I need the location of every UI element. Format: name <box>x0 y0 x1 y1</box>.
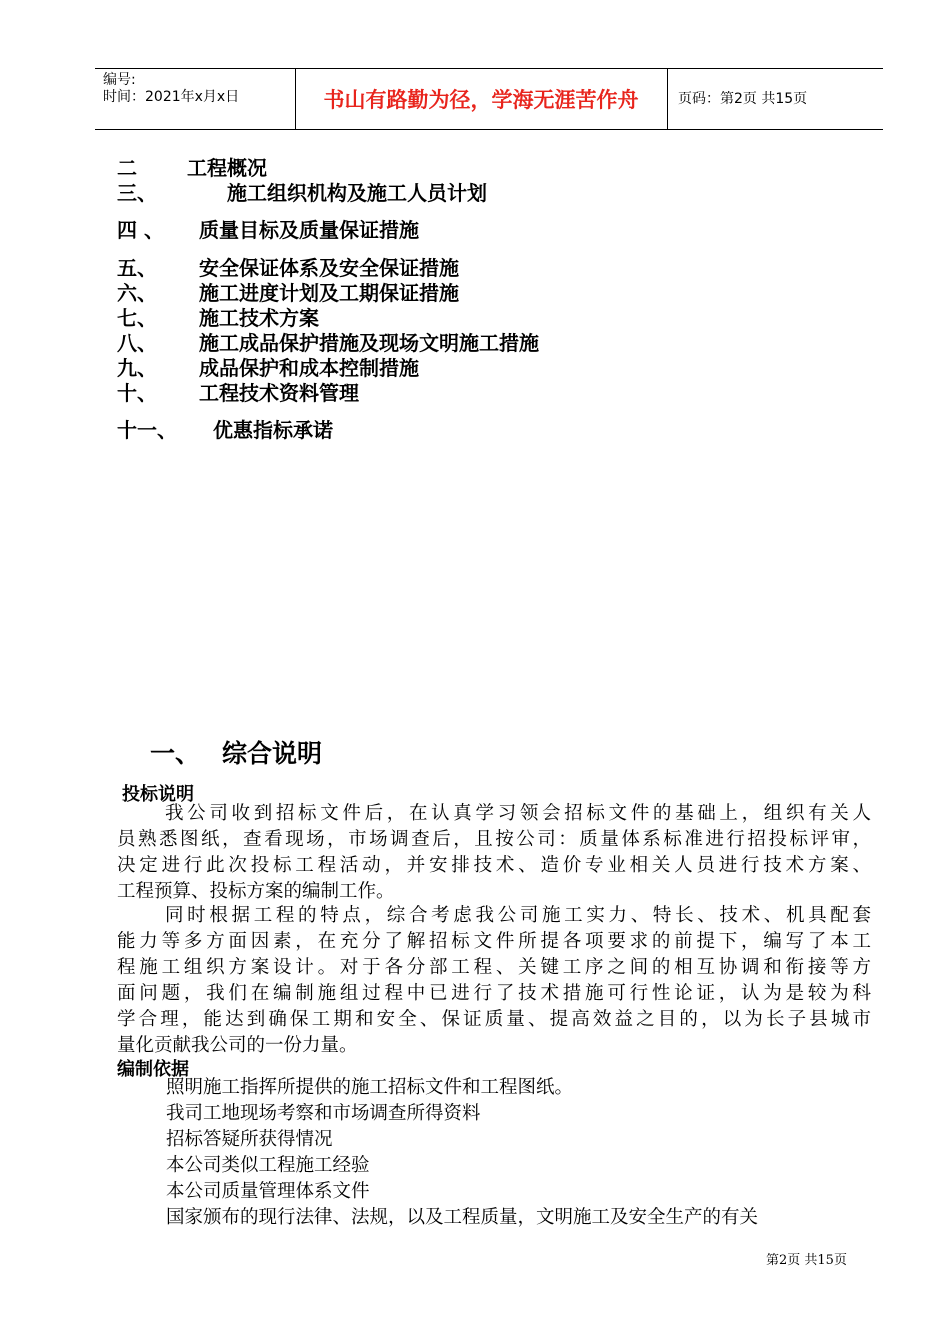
toc-number: 二 <box>117 156 137 180</box>
bid-paragraph-2 <box>117 903 871 1059</box>
header-motto: 书山有路勤为径，学海无涯苦作舟 <box>323 88 639 112</box>
toc-text: 成品保护和成本控制措施 <box>199 356 419 380</box>
toc-number: 四 、 <box>117 218 164 242</box>
page-header <box>95 68 883 130</box>
toc-number: 六、 <box>117 281 157 305</box>
toc-text: 优惠指标承诺 <box>213 418 333 442</box>
paragraph-line: 我公司收到招标文件后，在认真学习领会招标文件的基础上，组织有关人 <box>165 803 871 824</box>
basis-item: 招标答疑所获得情况 <box>166 1129 333 1150</box>
toc-text: 质量目标及质量保证措施 <box>199 218 419 242</box>
footer-page-info: 第2页 共15页 <box>766 1253 847 1268</box>
toc-number: 三、 <box>117 181 157 205</box>
toc-number: 十一、 <box>117 418 177 442</box>
toc-text: 施工进度计划及工期保证措施 <box>199 281 459 305</box>
toc-text: 工程技术资料管理 <box>199 381 359 405</box>
basis-item: 国家颁布的现行法律、法规，以及工程质量，文明施工及安全生产的有关 <box>166 1207 759 1228</box>
toc-number: 八、 <box>117 331 157 355</box>
paragraph-line: 同时根据工程的特点，综合考虑我公司施工实力、特长、技术、机具配套 <box>165 905 871 926</box>
toc-text: 施工技术方案 <box>199 306 319 330</box>
toc-text: 安全保证体系及安全保证措施 <box>199 256 459 280</box>
paragraph-line: 学合理，能达到确保工期和安全、保证质量、提高效益之目的，以为长子县城市 <box>117 1009 871 1030</box>
toc-number: 十、 <box>117 381 157 405</box>
toc-text: 施工成品保护措施及现场文明施工措施 <box>199 331 539 355</box>
toc-text: 工程概况 <box>187 156 267 180</box>
paragraph-line: 面问题，我们在编制施组过程中已进行了技术措施可行性论证，认为是较为科 <box>117 983 871 1004</box>
basis-item: 照明施工指挥所提供的施工招标文件和工程图纸。 <box>166 1077 574 1098</box>
header-divider <box>667 69 668 129</box>
paragraph-line: 工程预算、投标方案的编制工作。 <box>117 881 395 902</box>
paragraph-line: 程施工组织方案设计。对于各分部工程、关键工序之间的相互协调和衔接等方 <box>117 957 871 978</box>
toc-number: 七、 <box>117 306 157 330</box>
basis-item: 本公司类似工程施工经验 <box>166 1155 370 1176</box>
paragraph-line: 员熟悉图纸，查看现场，市场调查后，且按公司：质量体系标准进行招投标评审， <box>117 829 871 850</box>
compilation-basis-heading: 编制依据 <box>117 1059 189 1080</box>
section-title: 综合说明 <box>222 739 323 768</box>
toc-number: 九、 <box>117 356 157 380</box>
basis-item: 本公司质量管理体系文件 <box>166 1181 370 1202</box>
paragraph-line: 量化贡献我公司的一份力量。 <box>117 1035 358 1056</box>
toc-number: 五、 <box>117 256 157 280</box>
section-heading <box>150 734 322 770</box>
bid-description-heading: 投标说明 <box>122 784 194 805</box>
compilation-basis-list <box>166 1075 758 1231</box>
paragraph-line: 能力等多方面因素，在充分了解招标文件所提各项要求的前提下，编写了本工 <box>117 931 871 952</box>
section-number: 一、 <box>150 739 201 768</box>
basis-item: 我司工地现场考察和市场调查所得资料 <box>166 1103 481 1124</box>
paragraph-line: 决定进行此次投标工程活动，并安排技术、造价专业相关人员进行技术方案、 <box>117 855 871 876</box>
header-page-info: 页码：第2页 共15页 <box>678 91 808 107</box>
time-label: 时间：2021年x月x日 <box>103 89 240 105</box>
serial-label: 编号: <box>103 72 136 88</box>
toc-text: 施工组织机构及施工人员计划 <box>227 181 487 205</box>
bid-paragraph-1 <box>117 801 871 905</box>
